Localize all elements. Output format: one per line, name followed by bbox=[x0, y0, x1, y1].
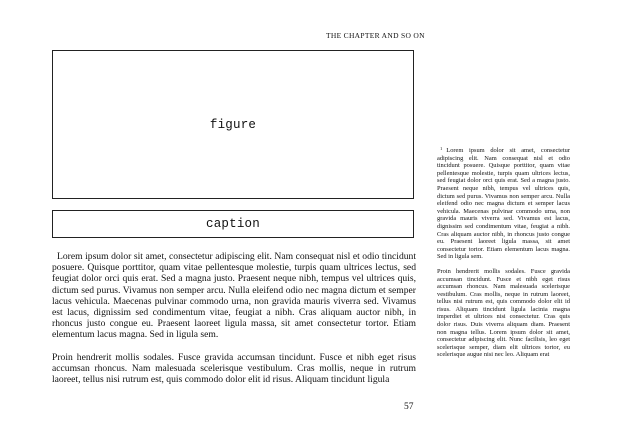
sidenote-marker: 1 bbox=[440, 146, 443, 151]
figure-placeholder bbox=[52, 50, 414, 199]
margin-sidenote bbox=[437, 145, 570, 420]
figure-label: figure bbox=[209, 117, 257, 132]
main-text-block bbox=[52, 251, 416, 392]
sidenote-text: Lorem ipsum dolor sit amet, consectetur adipiscing elit. Nam consequat nisl et odio tincidunt posuere. Quisque porttitor, quam vitae pellentesque molestie, turpis quam ultrices lectus, sed feugiat dolor orci quis erat. Sed a magna justo. Praesent neque nibh, tempus vel ultrices quis, dictum sed purus. Vivamus non semper arcu. Nulla eleifend odio nec magna dictum et semper lacus vehicula. Maecenas pulvinar commodo urna, non gravida mauris viverra sed. Vivamus est lacus, dignissim sed condimentum vitae, feugiat a nibh. Cras aliquam auctor nibh, in rhoncus justo congue eu. Praesent laoreet ligula massa, sit amet consectetur tortor. Etiam elementum lacus magna. Sed in ligula sem. bbox=[437, 147, 570, 261]
caption-placeholder bbox=[52, 210, 414, 238]
body-paragraph: Lorem ipsum dolor sit amet, consectetur adipiscing elit. Nam consequat nisl et odio tincidunt posuere. Quisque porttitor, quam vitae pellentesque molestie, turpis quam ultrices lectus, sed feugiat dolor orci quis erat. Sed a magna justo. Praesent neque nibh, tempus vel ultrices quis, dictum sed purus. Vivamus non semper arcu. Nulla eleifend odio nec magna dictum et semper lacus vehicula. Maecenas pulvinar commodo urna, non gravida mauris viverra sed. Vivamus est lacus, dignissim sed condimentum vitae, feugiat a nibh. Cras aliquam auctor nibh, in rhoncus justo congue eu. Praesent laoreet ligula massa, sit amet consectetur tortor. Etiam elementum lacus magna. Sed in ligula sem. bbox=[52, 251, 416, 341]
running-head: THE CHAPTER AND SO ON bbox=[326, 31, 425, 40]
body-paragraph: Proin hendrerit mollis sodales. Fusce gravida accumsan tincidunt. Fusce et nibh eget risus accumsan rhoncus. Nam malesuada scelerisque vestibulum. Cras mollis, neque in rutrum laoreet, tellus nisi rutrum est, quis commodo dolor elit id risus. Aliquam tincidunt ligula bbox=[52, 351, 416, 386]
page-number: 57 bbox=[404, 402, 414, 412]
caption-label: caption bbox=[206, 217, 260, 231]
sidenote-paragraph: Proin hendrerit mollis sodales. Fusce gravida accumsan tincidunt. Fusce et nibh eget risus accumsan rhoncus. Nam malesuada scelerisque vestibulum. Cras mollis, neque in rutrum laoreet, tellus nisi rutrum est, quis commodo dolor elit id risus. Aliquam tincidunt ligula lacinia magna imperdiet et ultrices nisi consectetur. Cras quis dolor risus. Duis viverra aliquam diam. Praesent non magna tellus. Lorem ipsum dolor sit amet, consectetur adipiscing elit. Nunc facilisis, leo eget scelerisque semper, diam elit ultrices tortor, eu scelerisque augue nisi nec leo. Aliquam erat bbox=[437, 267, 570, 359]
sidenote-paragraph bbox=[437, 145, 570, 261]
